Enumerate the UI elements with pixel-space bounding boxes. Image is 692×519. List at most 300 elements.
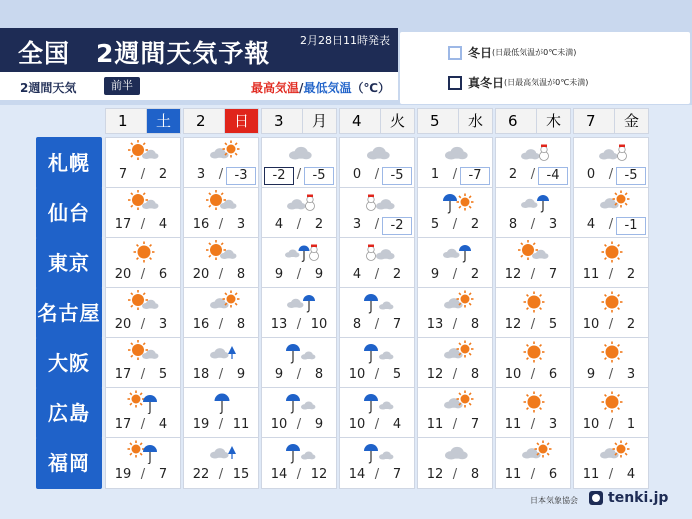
temp-separator: / [530, 467, 536, 482]
legend-midwinter-day [448, 74, 588, 94]
temperature-pair [574, 417, 648, 435]
umbrella-cloud-icon [358, 390, 398, 414]
temperature-pair [106, 167, 180, 185]
cloud-umbrella-snow-icon [280, 240, 320, 264]
temp-separator: / [452, 417, 458, 432]
temperature-pair [418, 467, 492, 485]
high-temp: 9 [274, 367, 284, 382]
day-header-1 [105, 108, 181, 134]
low-temp: 8 [470, 367, 480, 382]
umbrella-icon [202, 390, 242, 414]
high-temp: 10 [348, 367, 366, 382]
forecast-cell [261, 337, 337, 389]
high-temp: 0 [352, 167, 362, 182]
city-label: 仙台 [36, 187, 102, 239]
temperature-pair [184, 467, 258, 485]
temperature-pair [496, 367, 570, 385]
low-temp: 7 [548, 267, 558, 282]
low-temp: 4 [626, 467, 636, 482]
low-temp: -5 [382, 167, 412, 185]
legend-midwinter-name: 真冬日 [468, 76, 505, 90]
low-temp: 10 [310, 317, 328, 332]
forecast-cell [339, 287, 415, 339]
cloud-snow-icon [514, 140, 554, 164]
high-temp: 11 [426, 417, 444, 432]
high-temp: 14 [348, 467, 366, 482]
temp-separator: / [218, 267, 224, 282]
temp-separator: / [374, 267, 380, 282]
temp-separator: / [452, 267, 458, 282]
umbrella-cloud-icon [280, 340, 320, 364]
day-number: 1 [118, 112, 128, 130]
low-temp: 8 [470, 467, 480, 482]
temperature-pair [184, 317, 258, 335]
day-header-4 [339, 108, 415, 134]
day-weekday: 金 [614, 109, 648, 133]
cloud-sun-icon [514, 440, 554, 464]
temperature-pair [496, 267, 570, 285]
high-temp: 9 [430, 267, 440, 282]
high-temp: 8 [508, 217, 518, 232]
low-temp: 2 [626, 317, 636, 332]
high-temp: 17 [114, 367, 132, 382]
temp-separator: / [140, 267, 146, 282]
forecast-cell [183, 437, 259, 489]
low-temp: 3 [236, 217, 246, 232]
temp-separator: / [374, 467, 380, 482]
day-header-5 [417, 108, 493, 134]
day-weekday: 月 [302, 109, 336, 133]
temperature-pair [574, 467, 648, 485]
low-temp: 2 [470, 267, 480, 282]
city-label: 札幌 [36, 137, 102, 189]
day-weekday: 水 [458, 109, 492, 133]
high-temp: 20 [114, 317, 132, 332]
high-temp: 20 [192, 267, 210, 282]
forecast-cell [495, 237, 571, 289]
high-temp: 12 [426, 467, 444, 482]
forecast-cell [495, 187, 571, 239]
high-temp: 14 [270, 467, 288, 482]
temp-separator: / [296, 467, 302, 482]
high-temp: 10 [270, 417, 288, 432]
temperature-pair [418, 167, 492, 185]
forecast-cell [573, 237, 649, 289]
temperature-pair [184, 367, 258, 385]
temperature-pair [340, 367, 414, 385]
sun-icon [124, 240, 164, 264]
temp-separator: / [530, 317, 536, 332]
temperature-pair [184, 267, 258, 285]
temp-legend-unit: （℃） [351, 81, 390, 95]
temperature-pair [340, 217, 414, 235]
high-temp: 5 [430, 217, 440, 232]
forecast-cell [339, 387, 415, 439]
low-temp: 3 [626, 367, 636, 382]
low-temp: 8 [236, 267, 246, 282]
temperature-pair [574, 217, 648, 235]
temperature-pair [574, 367, 648, 385]
temp-separator: / [452, 167, 458, 182]
temp-separator: / [218, 467, 224, 482]
day-header-6 [495, 108, 571, 134]
temp-separator: / [140, 367, 146, 382]
low-temp: 9 [236, 367, 246, 382]
low-temp: 7 [158, 467, 168, 482]
sun-umbrella-icon [124, 440, 164, 464]
legend-winter-day [448, 44, 576, 64]
forecast-cell [261, 387, 337, 439]
forecast-cell [183, 337, 259, 389]
city-label: 大阪 [36, 337, 102, 389]
temp-separator: / [296, 367, 302, 382]
legend-box [400, 32, 690, 104]
day-weekday: 土 [146, 109, 180, 133]
high-temp: 9 [586, 367, 596, 382]
low-temp: 8 [236, 317, 246, 332]
high-temp: 16 [192, 217, 210, 232]
temperature-pair [262, 267, 336, 285]
umbrella-cloud-icon [358, 440, 398, 464]
temperature-pair [496, 167, 570, 185]
umbrella-cloud-icon [358, 340, 398, 364]
temperature-pair [496, 417, 570, 435]
sun-icon [592, 340, 632, 364]
cloud-rain-icon [202, 340, 242, 364]
high-temp: 19 [114, 467, 132, 482]
temp-separator: / [140, 317, 146, 332]
day-number: 7 [586, 112, 596, 130]
low-temp: 5 [158, 367, 168, 382]
sun-cloud-icon [514, 240, 554, 264]
high-temp: 22 [192, 467, 210, 482]
title-bar [0, 28, 398, 72]
high-temp: 12 [504, 267, 522, 282]
forecast-cell [105, 387, 181, 439]
day-number: 4 [352, 112, 362, 130]
umbrella-cloud-icon [280, 440, 320, 464]
temp-legend-lo: 最低気温 [303, 81, 352, 95]
day-number: 3 [274, 112, 284, 130]
umbrella-cloud-icon [280, 390, 320, 414]
low-temp: -1 [616, 217, 646, 235]
forecast-cell [495, 287, 571, 339]
forecast-cell [339, 437, 415, 489]
temp-separator: / [296, 317, 302, 332]
temp-legend [251, 79, 390, 96]
sun-cloud-icon [202, 240, 242, 264]
low-temp: 3 [548, 217, 558, 232]
temp-separator: / [218, 217, 224, 232]
temp-separator: / [452, 467, 458, 482]
cloud-rain-icon [202, 440, 242, 464]
cloud-umbrella-icon [280, 290, 320, 314]
temp-separator: / [296, 217, 302, 232]
forecast-cell [417, 387, 493, 439]
cloud-umbrella-icon [514, 190, 554, 214]
temperature-pair [340, 317, 414, 335]
forecast-cell [261, 437, 337, 489]
high-temp: 12 [426, 367, 444, 382]
footer [0, 484, 692, 519]
forecast-cell [573, 137, 649, 189]
temperature-pair [418, 367, 492, 385]
high-temp: 11 [582, 267, 600, 282]
low-temp: 2 [158, 167, 168, 182]
high-temp: 7 [118, 167, 128, 182]
city-label: 広島 [36, 387, 102, 439]
legend-winter-swatch [448, 46, 462, 60]
legend-winter-note: (日最低気温が0℃未満) [492, 48, 577, 57]
forecast-cell [339, 237, 415, 289]
temp-separator: / [218, 367, 224, 382]
temp-separator: / [296, 267, 302, 282]
umbrella-sun-icon [436, 190, 476, 214]
umbrella-cloud-icon [358, 290, 398, 314]
low-temp: 8 [470, 317, 480, 332]
low-temp: 6 [158, 267, 168, 282]
sun-umbrella-icon [124, 390, 164, 414]
temp-separator: / [140, 217, 146, 232]
temperature-pair [418, 217, 492, 235]
low-temp: 11 [232, 417, 250, 432]
brand-name: tenki.jp [608, 490, 669, 506]
high-temp: 16 [192, 317, 210, 332]
temp-separator: / [452, 367, 458, 382]
temp-separator: / [374, 167, 380, 182]
forecast-cell [417, 337, 493, 389]
high-temp: 10 [348, 417, 366, 432]
sun-cloud-icon [202, 190, 242, 214]
low-temp: 2 [470, 217, 480, 232]
high-temp: 17 [114, 217, 132, 232]
forecast-cell [105, 437, 181, 489]
temp-separator: / [608, 467, 614, 482]
sun-cloud-icon [124, 140, 164, 164]
cloud-icon [280, 140, 320, 164]
forecast-cell [495, 337, 571, 389]
sun-icon [592, 290, 632, 314]
forecast-cell [261, 287, 337, 339]
forecast-cell [183, 287, 259, 339]
forecast-cell [105, 237, 181, 289]
temperature-pair [340, 167, 414, 185]
cloud-sun-icon [202, 140, 242, 164]
half-badge: 前半 [104, 77, 140, 95]
low-temp: 2 [314, 217, 324, 232]
temperature-pair [262, 417, 336, 435]
forecast-cell [417, 437, 493, 489]
snow-cloud-icon [358, 240, 398, 264]
cloud-sun-icon [592, 440, 632, 464]
temperature-pair [106, 467, 180, 485]
sun-icon [514, 390, 554, 414]
high-temp: 9 [274, 267, 284, 282]
temp-separator: / [608, 367, 614, 382]
forecast-cell [105, 187, 181, 239]
temp-separator: / [296, 167, 302, 182]
day-number: 6 [508, 112, 518, 130]
cloud-icon [436, 440, 476, 464]
snow-cloud-icon [358, 190, 398, 214]
temp-separator: / [218, 417, 224, 432]
period-label: 2週間天気 [20, 81, 77, 95]
temp-separator: / [374, 217, 380, 232]
forecast-cell [105, 287, 181, 339]
temp-separator: / [140, 167, 146, 182]
temperature-pair [418, 267, 492, 285]
high-temp: 4 [274, 217, 284, 232]
temp-separator: / [530, 267, 536, 282]
temperature-pair [184, 217, 258, 235]
city-label: 名古屋 [36, 287, 102, 339]
temperature-pair [106, 267, 180, 285]
forecast-cell [495, 137, 571, 189]
day-header-3 [261, 108, 337, 134]
day-number: 2 [196, 112, 206, 130]
low-temp: -7 [460, 167, 490, 185]
temperature-pair [106, 317, 180, 335]
low-temp: 3 [548, 417, 558, 432]
cloud-umbrella-icon [436, 240, 476, 264]
temperature-pair [184, 417, 258, 435]
low-temp: 15 [232, 467, 250, 482]
temp-separator: / [140, 467, 146, 482]
temp-legend-hi: 最高気温 [251, 81, 300, 95]
high-temp: 3 [196, 167, 206, 182]
temp-separator: / [530, 367, 536, 382]
high-temp: 13 [426, 317, 444, 332]
low-temp: -3 [226, 167, 256, 185]
sun-icon [592, 390, 632, 414]
high-temp: 2 [508, 167, 518, 182]
cloud-snow-icon [280, 190, 320, 214]
temperature-pair [262, 367, 336, 385]
forecast-cell [417, 287, 493, 339]
high-temp: 18 [192, 367, 210, 382]
temp-separator: / [608, 417, 614, 432]
high-temp: 4 [352, 267, 362, 282]
temperature-pair [106, 367, 180, 385]
day-header-2 [183, 108, 259, 134]
temperature-pair [496, 317, 570, 335]
city-label: 福岡 [36, 437, 102, 489]
sun-icon [592, 240, 632, 264]
temperature-pair [496, 467, 570, 485]
high-temp: 11 [504, 467, 522, 482]
high-temp: 4 [586, 217, 596, 232]
forecast-cell [573, 337, 649, 389]
cloud-sun-icon [202, 290, 242, 314]
high-temp: 10 [504, 367, 522, 382]
low-temp: 7 [392, 317, 402, 332]
temp-separator: / [140, 417, 146, 432]
legend-winter-name: 冬日 [468, 46, 493, 60]
temp-separator: / [374, 317, 380, 332]
day-number: 5 [430, 112, 440, 130]
temp-separator: / [608, 317, 614, 332]
temp-separator: / [296, 417, 302, 432]
day-weekday: 木 [536, 109, 570, 133]
cloud-icon [436, 140, 476, 164]
forecast-cell [339, 187, 415, 239]
low-temp: 9 [314, 417, 324, 432]
forecast-cell [573, 187, 649, 239]
sun-icon [514, 340, 554, 364]
temperature-pair [418, 417, 492, 435]
high-temp: 8 [352, 317, 362, 332]
low-temp: 7 [470, 417, 480, 432]
low-temp: -4 [538, 167, 568, 185]
low-temp: -2 [382, 217, 412, 235]
high-temp: 11 [582, 467, 600, 482]
low-temp: 5 [548, 317, 558, 332]
cloud-snow-icon [592, 140, 632, 164]
day-weekday: 火 [380, 109, 414, 133]
low-temp: 1 [626, 417, 636, 432]
forecast-cell [417, 137, 493, 189]
temperature-pair [340, 417, 414, 435]
temperature-pair [262, 167, 336, 185]
forecast-cell [417, 237, 493, 289]
sun-cloud-icon [124, 190, 164, 214]
forecast-cell [495, 437, 571, 489]
high-temp: 1 [430, 167, 440, 182]
day-header-7 [573, 108, 649, 134]
tenki-logo-icon [588, 490, 604, 506]
forecast-cell [573, 437, 649, 489]
temperature-pair [262, 467, 336, 485]
temp-separator: / [452, 317, 458, 332]
low-temp: -5 [616, 167, 646, 185]
forecast-cell [495, 387, 571, 439]
issued-time: 2月28日11時発表 [300, 34, 390, 47]
high-temp: 11 [504, 417, 522, 432]
sun-cloud-icon [124, 340, 164, 364]
city-label: 東京 [36, 237, 102, 289]
high-temp: 17 [114, 417, 132, 432]
high-temp: 13 [270, 317, 288, 332]
temp-separator: / [374, 367, 380, 382]
high-temp: -2 [264, 167, 294, 185]
temp-separator: / [374, 417, 380, 432]
forecast-cell [573, 387, 649, 439]
high-temp: 10 [582, 417, 600, 432]
low-temp: 4 [392, 417, 402, 432]
temperature-pair [418, 317, 492, 335]
temperature-pair [574, 317, 648, 335]
forecast-cell [261, 187, 337, 239]
temp-separator: / [530, 217, 536, 232]
sub-bar [0, 72, 398, 100]
cloud-icon [358, 140, 398, 164]
page-title: 全国 2週間天気予報 [18, 39, 271, 68]
temp-separator: / [530, 417, 536, 432]
forecast-cell [105, 337, 181, 389]
forecast-cell [183, 387, 259, 439]
high-temp: 12 [504, 317, 522, 332]
low-temp: 5 [392, 367, 402, 382]
forecast-cell [183, 237, 259, 289]
low-temp: 2 [392, 267, 402, 282]
temperature-pair [184, 167, 258, 185]
temperature-pair [340, 267, 414, 285]
low-temp: -5 [304, 167, 334, 185]
temperature-pair [262, 217, 336, 235]
high-temp: 20 [114, 267, 132, 282]
temp-separator: / [452, 217, 458, 232]
legend-midwinter-swatch [448, 76, 462, 90]
